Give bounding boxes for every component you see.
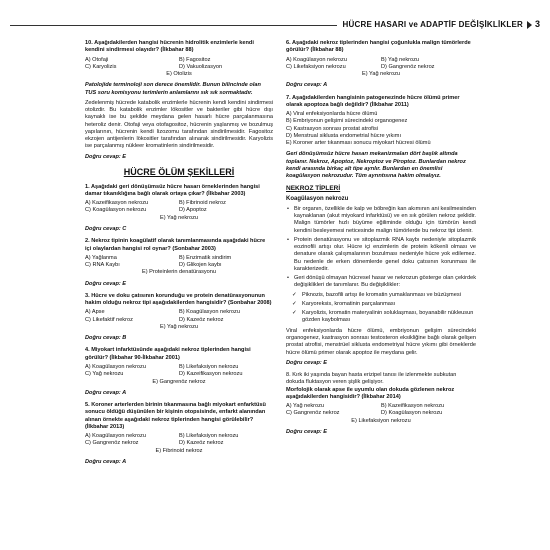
- question-5: [85, 402, 273, 455]
- check-item: ✓ Karyoreksis, kromatinin parçalanması: [286, 301, 476, 308]
- explanation: Viral enfeksiyonlarda hücre ölümü, embriyonun gelişim sürecindeki organogenez, kastrasyon sonrası testosteron eksikliğine bağlı olarak gelişen prostat atrofisi, menstrüel siklusta endometriyal hücre yıkımı gibi örneklerde hücre ölümü primer olarak apoptoz ile meydana gelir.: [286, 327, 476, 356]
- option-c: C) Likefaktif nekroz: [85, 316, 133, 323]
- option-d: D) Vakuolizasyon: [179, 63, 223, 70]
- question-3: [85, 293, 273, 331]
- check-list: [286, 292, 476, 325]
- option-e: E) Proteinlerin denatürasyonu: [141, 269, 216, 276]
- question-text: 2. Nekroz tipinin koagülatif olarak tanımlanmasında aşağıdaki hücre içi olaylardan hangisi rol oynar? (Sonbahar 2003): [85, 238, 266, 252]
- answer: Doğru cevap: A: [286, 82, 328, 89]
- option-b: B) Embriyonun gelişimi sürecindeki organogenez: [286, 118, 408, 125]
- section-title: HÜCRE ÖLÜM ŞEKİLLERİ: [123, 166, 235, 177]
- option-e: E) Fibrinoid nekroz: [155, 447, 203, 454]
- question-7: [286, 95, 476, 148]
- options: [286, 57, 476, 79]
- option-c: C) Kastrasyon sonrası prostat atrofisi: [286, 125, 379, 132]
- triangle-icon: [527, 21, 532, 29]
- options: [85, 255, 273, 277]
- option-a: A) Otofaji: [85, 56, 109, 63]
- option-e: E) Yağ nekrozu: [159, 214, 199, 221]
- option-a: A) Kazeifikasyon nekrozu: [85, 200, 149, 207]
- option-e: E) Koroner arter tıkanması sonucu miyokart hücresi ölümü: [286, 140, 431, 147]
- answer: Doğru cevap: E: [85, 280, 127, 287]
- option-c: C) RNA Kaybı: [85, 262, 120, 269]
- question-text: 1. Aşağıdaki geri dönüşümsüz hücre hasarı örneklerinden hangisi damar tıkanıklığına bağlı olarak ortaya çıkar? (İlkbahar 2003): [85, 183, 260, 197]
- option-d: D) Koagülasyon nekrozu: [381, 410, 443, 417]
- answer: Doğru cevap: B: [85, 335, 127, 342]
- question-text: 7. Aşağıdakilerden hangisinin patogenezinde hücre ölümü primer olarak apoptoza bağlı değildir? (İlkbahar 2011): [286, 94, 460, 108]
- options: [85, 200, 273, 222]
- option-e: E) Gangrenöz nekroz: [152, 378, 206, 385]
- option-d: D) Apoptoz: [179, 207, 207, 214]
- bullet-item: • Geri dönüşü olmayan hücresel hasar ve nekrozun gösterge olan çekirdek değişiklikleri de tanımlanır. Bu değişiklikler:: [286, 275, 476, 290]
- option-d: D) Kazeöz nekroz: [179, 316, 224, 323]
- option-e: E) Yağ nekrozu: [361, 71, 401, 78]
- question-8: [286, 372, 476, 425]
- option-e: E) Otolizis: [166, 71, 192, 78]
- option-e: E) Likefaksiyon nekrozu: [351, 417, 411, 424]
- question-1: [85, 184, 273, 222]
- option-a: A) Apse: [85, 309, 105, 316]
- option-a: A) Koagülasyon nekrozu: [85, 433, 146, 440]
- answer: Doğru cevap: A: [85, 458, 127, 465]
- options: [85, 364, 273, 386]
- question-text: 5. Koroner arterlerden birinin tıkanmasına bağlı miyokart enfarktüsü sonucu öldüğü düşünülen bir kişinin otopsisinde, enfarkt alanından alınan örnekte aşağıdaki nekroz tiplerinden hangisi görülebilir? (İlkbahar 2013): [85, 402, 266, 430]
- answer: Doğru cevap: E: [286, 428, 328, 435]
- question-2: [85, 238, 273, 276]
- option-e: E) Yağ nekrozu: [159, 323, 199, 330]
- question-text: 6. Aşağıdaki nekroz tiplerinden hangisi çoğunlukla malign tümörlerde görülür? (İlkbahar 88): [286, 40, 471, 54]
- page-header: [10, 17, 540, 33]
- option-d: D) Gangrenöz nekroz: [381, 63, 435, 70]
- options: [85, 309, 273, 331]
- option-d: D) Kazeöz nekroz: [179, 440, 224, 447]
- option-b: B) Koagülasyon nekrozu: [179, 309, 240, 316]
- question-10: [85, 40, 273, 78]
- check-item: ✓ Piknozis, bazofili artışı ile kromatin yumaklanması ve büzüşmesi: [286, 292, 476, 299]
- note: Geri dönüşümsüz hücre hasarı mekanizmaları dört başlık altında toplanır. Nekroz, Apoptoz, Nekroptoz ve Piroptoz. Bunlardan nekroz kendi arasında birkaç alt tipe ayrılır. Bunlardan en önemlisi koagülasyon nekrozudur. Tüm ayrıntısına hakim olmalıyız.: [286, 151, 466, 180]
- option-c: C) Karyolizis: [85, 63, 117, 70]
- option-d: D) Menstrual siklusta endometrial hücre yıkımı: [286, 132, 402, 139]
- option-b: B) Kazeifikasyon nekrozu: [381, 403, 445, 410]
- option-c: C) Koagülasyon nekrozu: [85, 207, 147, 214]
- options: [85, 57, 273, 79]
- option-b: B) Likefaksiyon nekrozu: [179, 433, 239, 440]
- bullet-item: • Protein denatürasyonu ve sitoplazmik RNA kaybı nedeniyle sitoplazmik eozinofili artışı olur. Hücre içi enzimlerin de protein kökenli olması ve denature olarak çalışmalarının bozulması nedeniyle hücre yok edilemez. Bu nedenle de erken dönemlerde genel doku çatısının korunması ile karakterizedir.: [286, 237, 476, 273]
- question-stem: 8. Kırk iki yaşında bayan hasta erizipel tanısı ile izlenmekte subkutan dokuda fluktasyon veren şişlik gelişiyor.: [286, 372, 457, 386]
- option-b: B) Fagositoz: [179, 56, 211, 63]
- question-4: [85, 347, 273, 385]
- options: [85, 433, 273, 455]
- right-column: [286, 40, 476, 441]
- option-a: A) Koagülasyon nekrozu: [286, 56, 347, 63]
- topic-title: Koagülasyon nekrozu: [286, 195, 349, 202]
- header-rule: [10, 25, 337, 26]
- option-b: B) Likefaksiyon nekrozu: [179, 363, 239, 370]
- bullet-item: • Bir organın, özellikle de kalp ve böbreğin kan akımının ani kesilmesinden kaynaklanan (akut miyokard infarktüsü) ve en sık görülen nekroz şeklidir. Malign tümörler hızlı büyüme eğiliminde olduğu için tümörün kendi kendini besleyemesi neticesinde malign tümörlerde bu nekroz tipi izlenir.: [286, 206, 476, 235]
- option-b: B) Yağ nekrozu: [381, 56, 420, 63]
- answer: Doğru cevap: A: [85, 389, 127, 396]
- question-text: 4. Miyokart infarktüsünde aşağıdaki nekroz tiplerinden hangisi görülür? (İlkbahar 90-İlkbahar 2001): [85, 347, 251, 361]
- options: [286, 111, 476, 147]
- option-c: C) Yağ nekrozu: [85, 371, 124, 378]
- subsection-title: NEKROZ TİPLERİ: [286, 184, 341, 192]
- option-c: C) Gangrenöz nekroz: [286, 410, 340, 417]
- option-a: A) Koagülasyon nekrozu: [85, 363, 146, 370]
- option-d: D) Glikojen kaybı: [179, 262, 222, 269]
- answer: Doğru cevap: E: [85, 153, 127, 160]
- option-b: B) Fibrinoid nekroz: [179, 200, 226, 207]
- options: [286, 403, 476, 425]
- option-b: B) Enzimatik sindirim: [179, 254, 232, 261]
- left-column: [85, 40, 273, 471]
- option-a: A) Viral enfeksiyonlarda hücre ölümü: [286, 111, 378, 118]
- option-c: C) Likefaksiyon nekrozu: [286, 63, 346, 70]
- option-d: D) Kazeifikasyon nekrozu: [179, 371, 243, 378]
- note: Patolojide terminoloji son derece önemlidir. Bunun bilincinde olan TUS soru komisyonu terimlerin anlamlarını sık sık sormaktadır.: [85, 82, 261, 96]
- page-number: 3: [534, 19, 540, 30]
- option-a: A) Yağlanma: [85, 254, 117, 261]
- check-item: ✓ Karyolizis, kromatin materyalinin soluklaşması, boyanabilir nükleusun gözden kaybolması: [286, 310, 476, 325]
- question-text: Morfolojik olarak apse ile uyumlu olan dokuda gözlenen nekroz aşağıdakilerden hangisidir? (İlkbahar 2014): [286, 386, 455, 400]
- question-text: 10. Aşağıdakilerden hangisi hücrenin hidrolitik enzimlerle kendi kendini sindirmesi olayıdır? (İlkbahar 88): [85, 40, 254, 54]
- option-a: A) Yağ nekrozu: [286, 403, 325, 410]
- answer: Doğru cevap: E: [286, 359, 328, 366]
- question-text: 3. Hücre ve doku çatısının korunduğu ve protein denatürasyonunun hakim olduğu nekroz tipi aşağıdakilerden hangisidir? (Sonbahar 2008): [85, 292, 272, 307]
- question-6: [286, 40, 476, 78]
- explanation: Zedelenmiş hücrede katabolik enzimlerle hücrenin kendi kendini sindirmesi otolizdir. Bu katabolik enzimler lökositler ve bakteriler gibi hücre dışı kaynaklı ise bu şekilde meydana gelen hasarlı hücre parçalanmasına heteroliz denir. Otofaji veya otofagositoz, hücrenin yaşlanmış ve bozulmuş yapılarının, hücrenin kendi lizozomu tarafından sindirilmesidir. Fagositoz ekzojen antijenlerin lökositler tarafından alınarak sindirilmesidir. Karyolizis ise parçalanmış nükleer kromatinlerin sindirilmesidir.: [85, 99, 273, 150]
- chapter-title: HÜCRE HASARI ve ADAPTİF DEĞİŞİKLİKLER: [342, 19, 523, 29]
- option-c: C) Gangrenöz nekroz: [85, 440, 139, 447]
- bullet-list: [286, 206, 476, 290]
- answer: Doğru cevap: C: [85, 226, 127, 232]
